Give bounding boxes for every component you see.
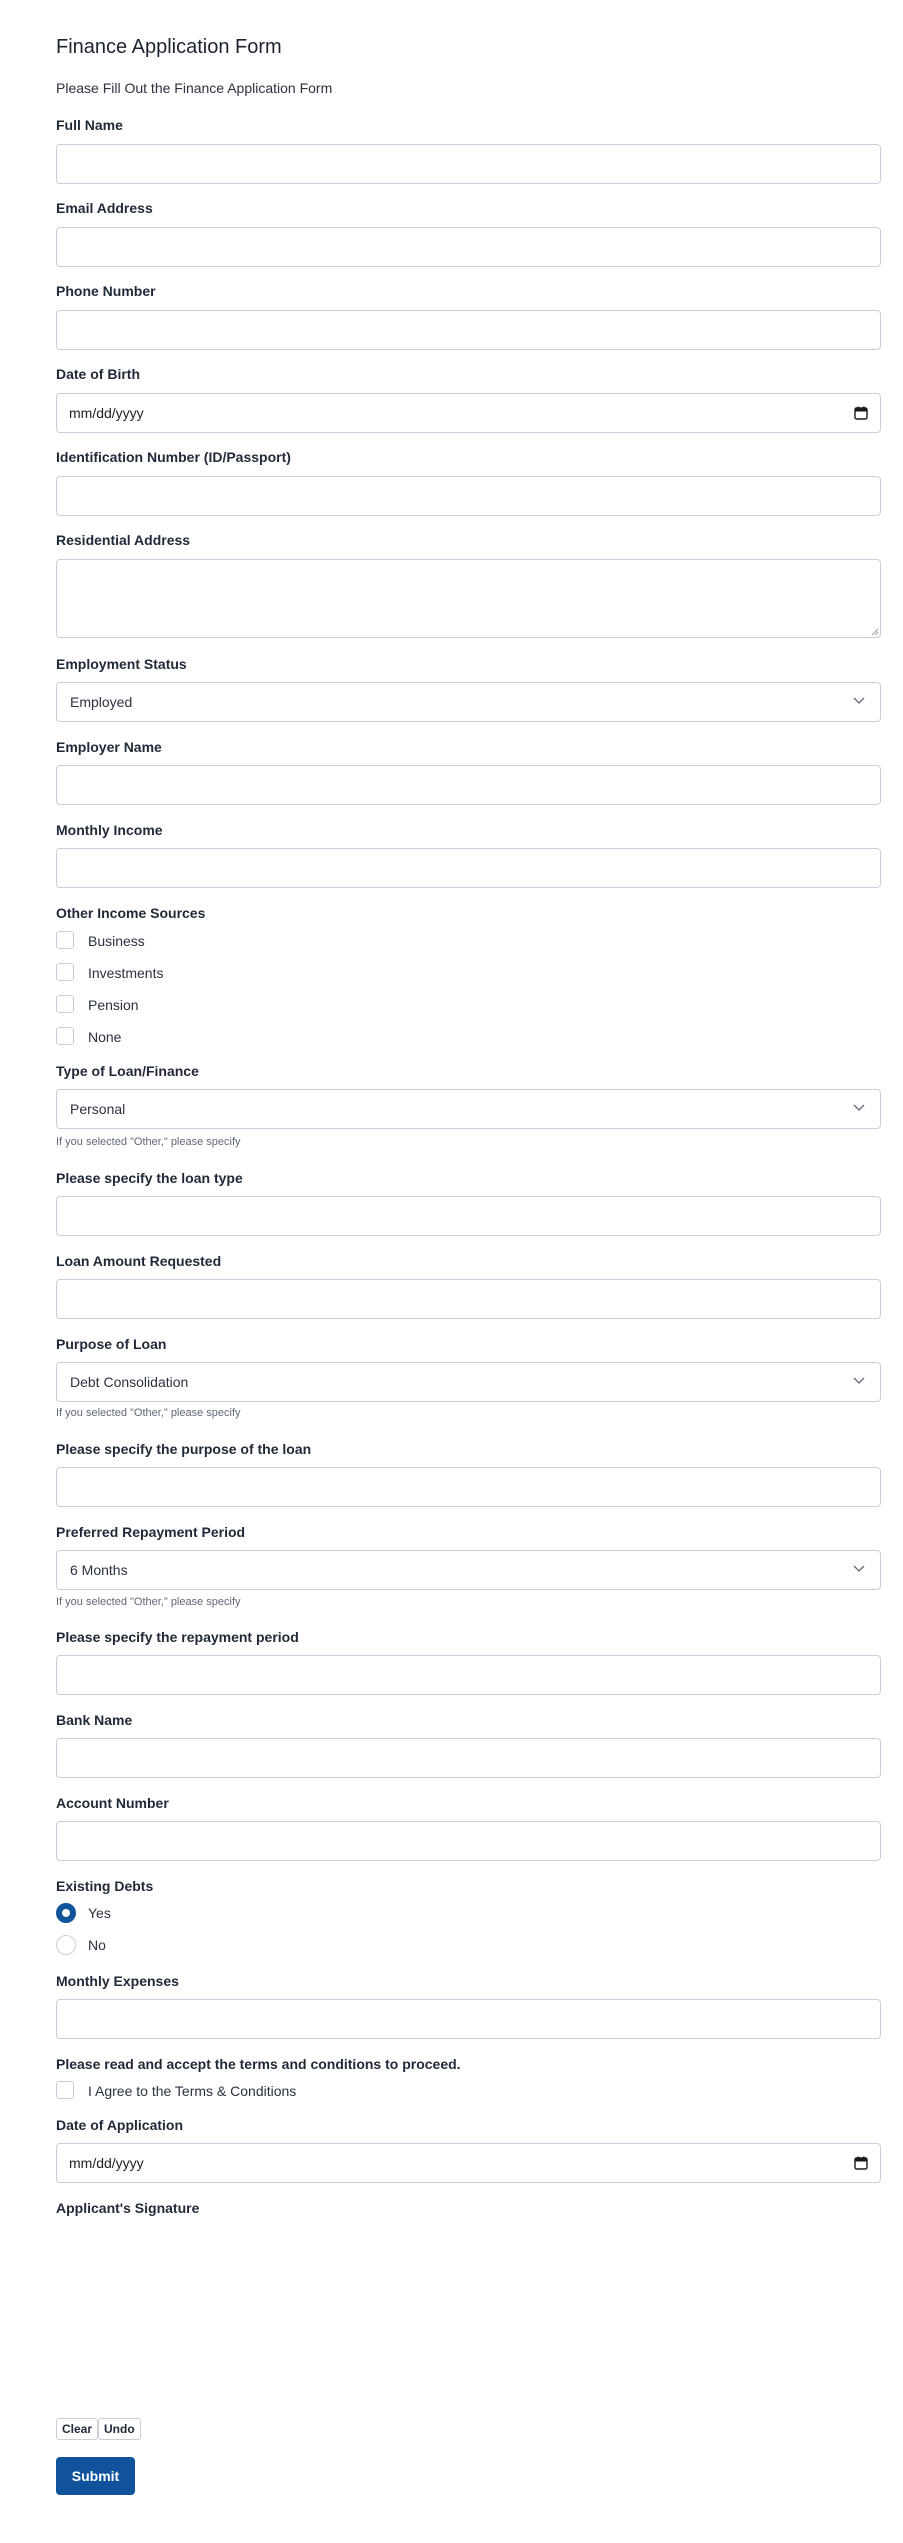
id-number-field[interactable] xyxy=(56,476,881,516)
employment-status-label: Employment Status xyxy=(56,656,187,672)
repayment-period-value: 6 Months xyxy=(70,1562,128,1578)
radio-label: No xyxy=(88,1937,106,1953)
radio-button[interactable] xyxy=(56,1935,76,1955)
loan-type-label: Type of Loan/Finance xyxy=(56,1063,199,1079)
loan-type-select[interactable] xyxy=(56,1089,881,1129)
chevron-down-icon xyxy=(852,1373,866,1387)
loan-purpose-label: Purpose of Loan xyxy=(56,1336,167,1352)
application-date-label: Date of Application xyxy=(56,2117,184,2133)
repayment-period-label: Preferred Repayment Period xyxy=(56,1524,246,1540)
radio-button-selected[interactable] xyxy=(56,1903,76,1923)
loan-amount-input[interactable] xyxy=(57,1280,880,1318)
repayment-period-other-label: Please specify the repayment period xyxy=(56,1629,299,1645)
loan-purpose-other-label: Please specify the purpose of the loan xyxy=(56,1441,312,1457)
full-name-label: Full Name xyxy=(56,117,123,133)
chevron-down-icon xyxy=(852,1100,866,1114)
account-number-label: Account Number xyxy=(56,1795,169,1811)
other-income-label: Other Income Sources xyxy=(56,905,206,921)
loan-purpose-other-input[interactable] xyxy=(57,1468,880,1506)
clear-signature-button[interactable]: Clear xyxy=(56,2418,98,2440)
employer-name-field[interactable] xyxy=(56,765,881,805)
terms-label: Please read and accept the terms and conditions to proceed. xyxy=(56,2056,461,2072)
checkbox[interactable] xyxy=(56,995,74,1013)
checkbox[interactable] xyxy=(56,931,74,949)
loan-amount-label: Loan Amount Requested xyxy=(56,1253,222,1269)
employment-status-value: Employed xyxy=(70,694,133,710)
loan-purpose-value: Debt Consolidation xyxy=(70,1374,189,1390)
existing-debts-label: Existing Debts xyxy=(56,1878,154,1894)
id-number-label: Identification Number (ID/Passport) xyxy=(56,449,291,465)
loan-amount-field[interactable] xyxy=(56,1279,881,1319)
monthly-income-input[interactable] xyxy=(57,849,880,887)
email-field[interactable] xyxy=(56,227,881,267)
application-date-placeholder: mm/dd/yyyy xyxy=(69,2155,144,2171)
loan-purpose-select[interactable] xyxy=(56,1362,881,1402)
terms-checkbox-label: I Agree to the Terms & Conditions xyxy=(88,2083,297,2099)
loan-type-other-label: Please specify the loan type xyxy=(56,1170,243,1186)
calendar-icon[interactable] xyxy=(854,406,868,420)
bank-name-input[interactable] xyxy=(57,1739,880,1777)
checkbox[interactable] xyxy=(56,2081,74,2099)
checkbox[interactable] xyxy=(56,963,74,981)
dob-date-input[interactable] xyxy=(56,393,881,433)
repayment-period-select[interactable] xyxy=(56,1550,881,1590)
email-input[interactable] xyxy=(57,228,880,266)
monthly-expenses-field[interactable] xyxy=(56,1999,881,2039)
address-textarea[interactable] xyxy=(56,559,881,638)
loan-purpose-hint: If you selected "Other," please specify xyxy=(56,1407,241,1419)
email-label: Email Address xyxy=(56,200,153,216)
account-number-field[interactable] xyxy=(56,1821,881,1861)
phone-label: Phone Number xyxy=(56,283,156,299)
radio-label: Yes xyxy=(88,1905,111,1921)
repayment-period-other-field[interactable] xyxy=(56,1655,881,1695)
employer-name-label: Employer Name xyxy=(56,739,162,755)
phone-field[interactable] xyxy=(56,310,881,350)
calendar-icon[interactable] xyxy=(854,2156,868,2170)
loan-type-value: Personal xyxy=(70,1101,126,1117)
employer-name-input[interactable] xyxy=(57,766,880,804)
loan-type-hint: If you selected "Other," please specify xyxy=(56,1136,241,1148)
employment-status-select[interactable] xyxy=(56,682,881,722)
address-label: Residential Address xyxy=(56,532,191,548)
checkbox[interactable] xyxy=(56,1027,74,1045)
repayment-period-hint: If you selected "Other," please specify xyxy=(56,1596,241,1608)
checkbox-label: None xyxy=(88,1029,122,1045)
checkbox-label: Business xyxy=(88,933,145,949)
loan-type-other-field[interactable] xyxy=(56,1196,881,1236)
loan-type-other-input[interactable] xyxy=(57,1197,880,1235)
undo-signature-button[interactable]: Undo xyxy=(98,2418,141,2440)
checkbox-label: Pension xyxy=(88,997,139,1013)
signature-pad[interactable] xyxy=(56,2212,881,2412)
monthly-expenses-input[interactable] xyxy=(57,2000,880,2038)
phone-input[interactable] xyxy=(57,311,880,349)
repayment-period-other-input[interactable] xyxy=(57,1656,880,1694)
monthly-expenses-label: Monthly Expenses xyxy=(56,1973,179,1989)
resize-grip-icon[interactable] xyxy=(871,628,879,636)
signature-label: Applicant's Signature xyxy=(56,2200,200,2216)
dob-label: Date of Birth xyxy=(56,366,140,382)
application-date-input[interactable] xyxy=(56,2143,881,2183)
bank-name-label: Bank Name xyxy=(56,1712,133,1728)
checkbox-label: Investments xyxy=(88,965,164,981)
full-name-input[interactable] xyxy=(57,145,880,183)
form-title: Finance Application Form xyxy=(56,36,282,58)
bank-name-field[interactable] xyxy=(56,1738,881,1778)
loan-purpose-other-field[interactable] xyxy=(56,1467,881,1507)
full-name-field[interactable] xyxy=(56,144,881,184)
submit-button[interactable]: Submit xyxy=(56,2457,135,2495)
chevron-down-icon xyxy=(852,693,866,707)
form-subtitle: Please Fill Out the Finance Application Form xyxy=(56,80,333,96)
account-number-input[interactable] xyxy=(57,1822,880,1860)
chevron-down-icon xyxy=(852,1561,866,1575)
monthly-income-label: Monthly Income xyxy=(56,822,163,838)
id-number-input[interactable] xyxy=(57,477,880,515)
dob-placeholder: mm/dd/yyyy xyxy=(69,405,144,421)
monthly-income-field[interactable] xyxy=(56,848,881,888)
